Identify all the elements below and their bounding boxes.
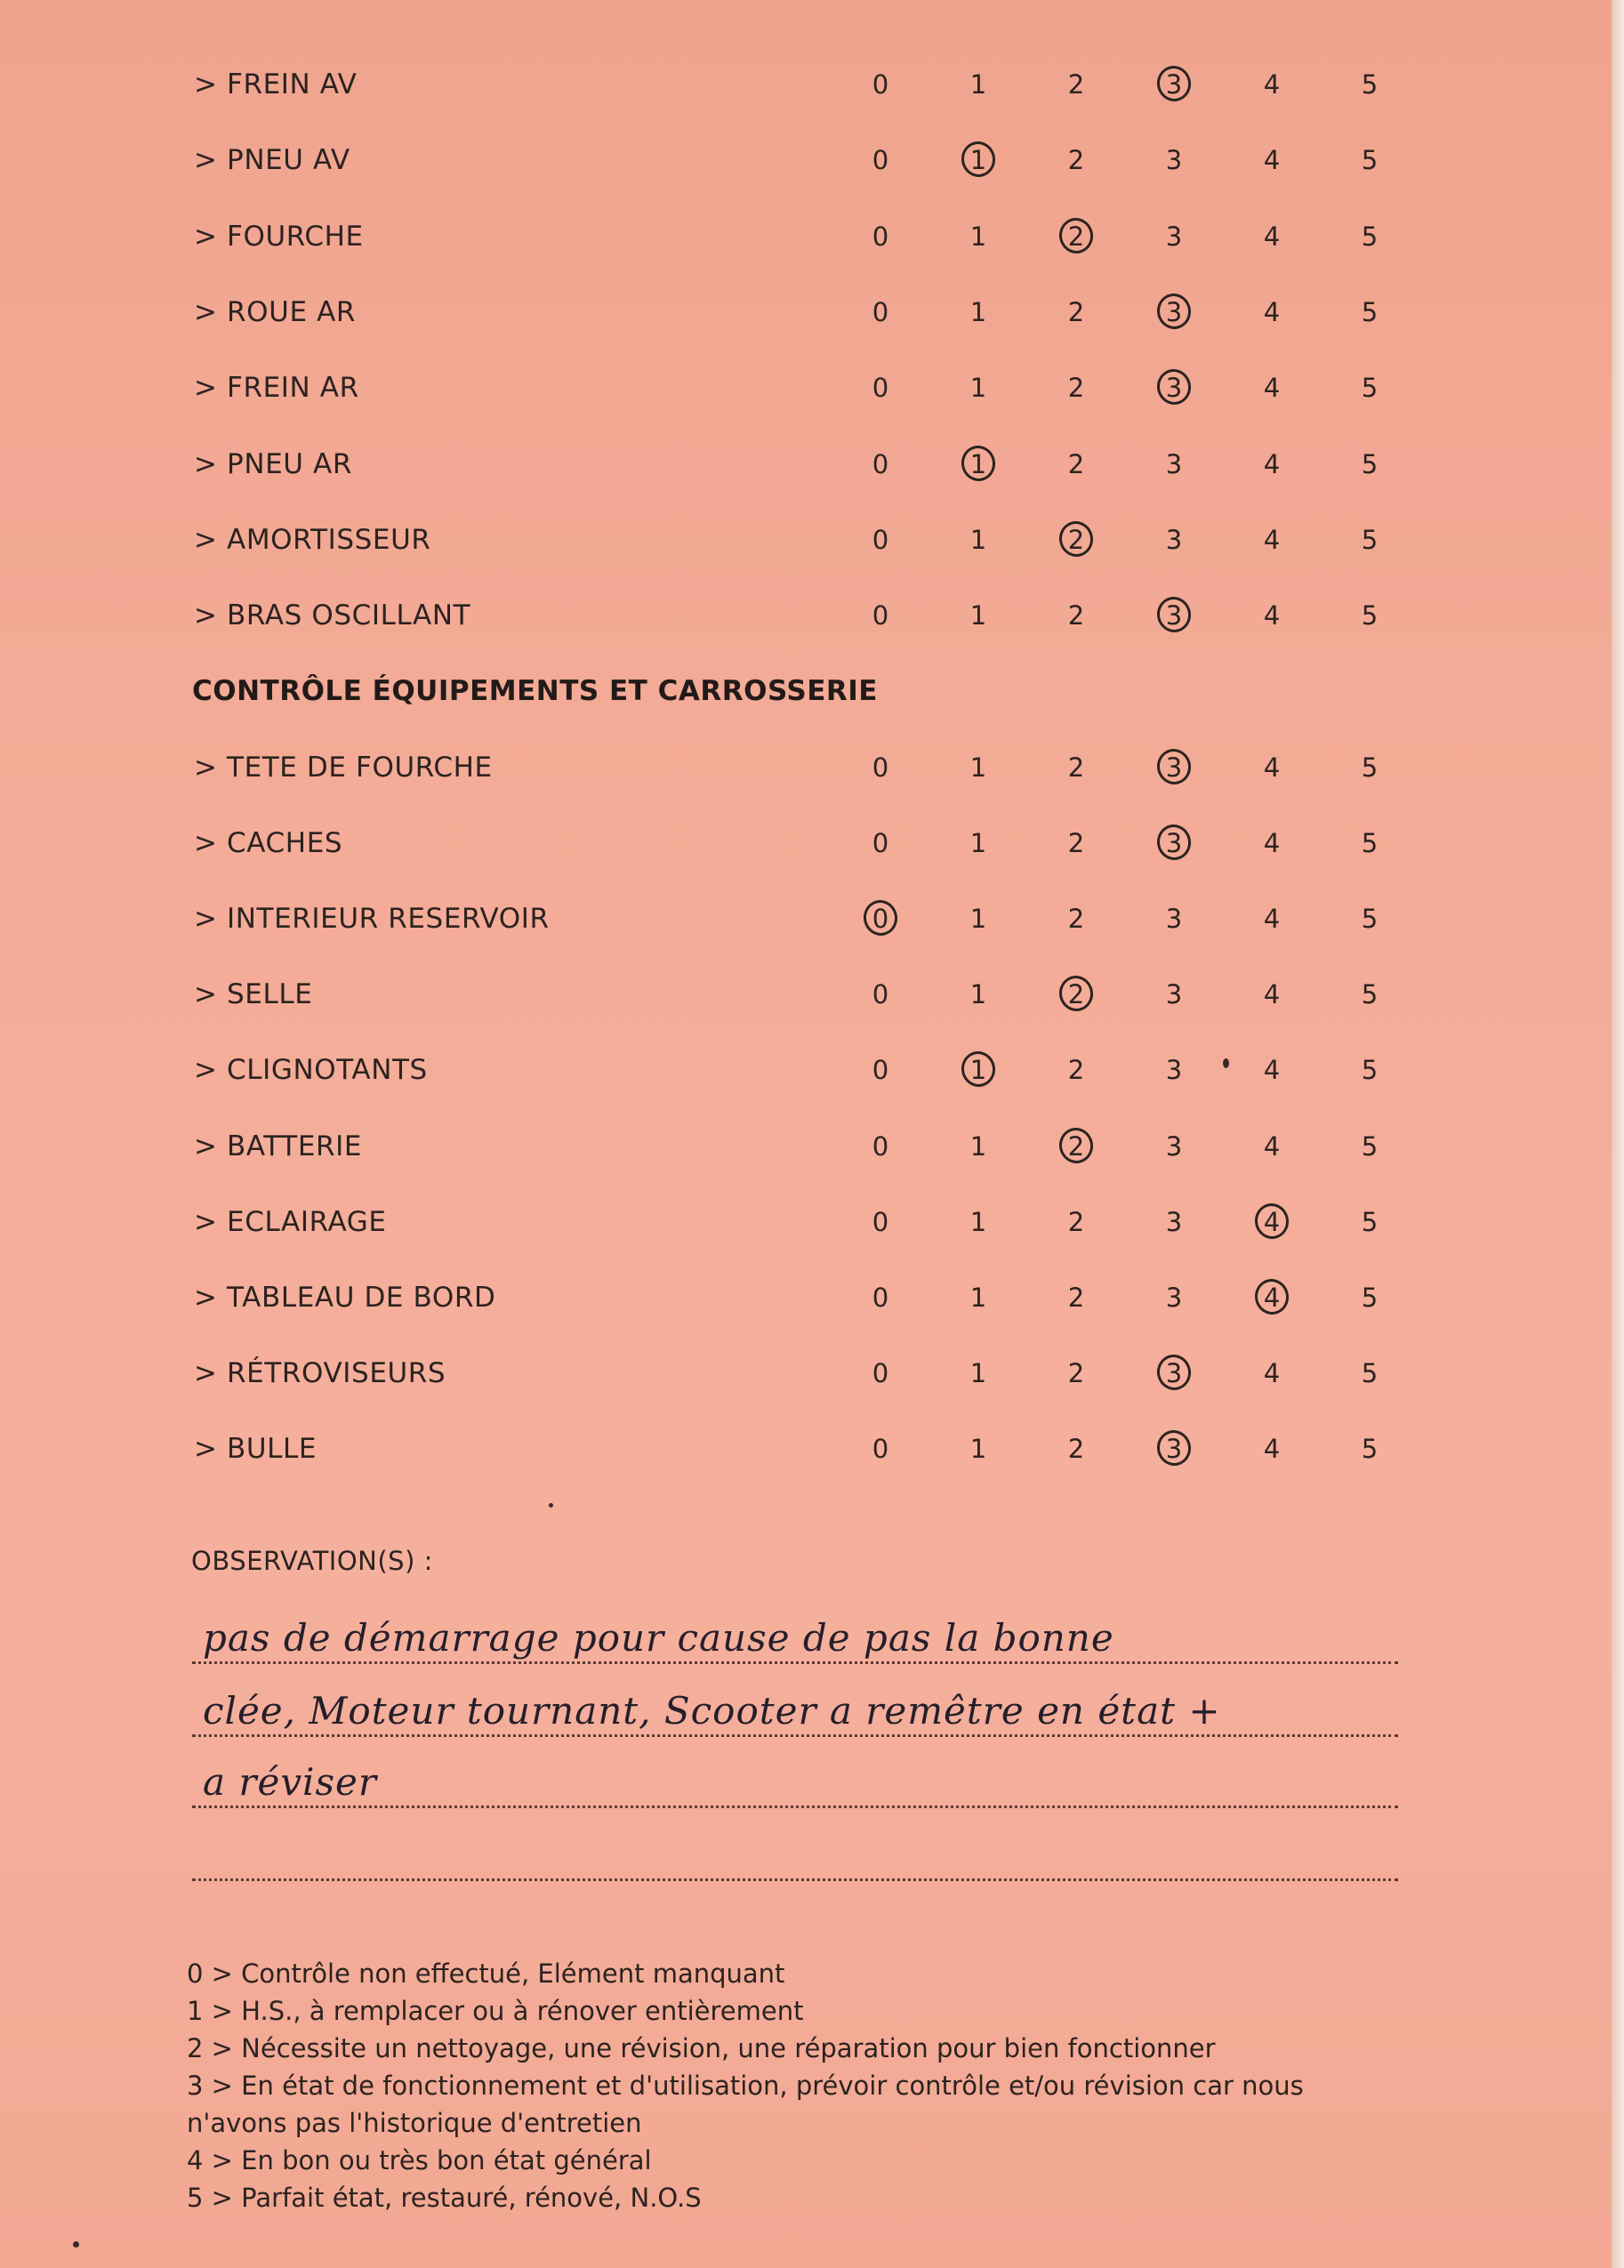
handwritten-observation: pas de démarrage pour cause de pas la bonne [203,1616,1114,1660]
legend-item: 2 > Nécessite un nettoyage, une révision, une réparation pour bien fonctionner [187,2033,1216,2063]
rating-option: 0 [872,600,889,631]
rating-option: 1 [969,524,987,555]
rating-option: 4 [1263,904,1281,935]
rating-option: 0 [872,145,889,176]
row-label: > ROUE AR [194,295,357,328]
rating-row [0,366,1612,410]
selected-rating: 4 [1245,1200,1298,1244]
rating-option: 4 [1263,1433,1281,1464]
rating-row [0,821,1612,865]
row-label: > BULLE [194,1432,318,1465]
rating-option: 0 [872,1282,889,1313]
rating-option: 5 [1361,1357,1379,1388]
rating-option: 4 [1263,524,1281,555]
rating-option: 1 [969,979,987,1010]
rating-option: 3 [1165,448,1183,479]
rating-option: 0 [872,69,889,100]
row-label: > INTERIEUR RESERVOIR [194,903,550,936]
rating-option: 0 [872,1055,889,1086]
selected-rating: 2 [1049,214,1103,259]
rating-option: 5 [1361,752,1379,783]
rating-row [0,290,1612,334]
selected-rating: 1 [952,138,1005,182]
rating-option: 1 [969,600,987,631]
rating-option: 5 [1361,828,1379,859]
row-label: > TETE DE FOURCHE [194,752,493,784]
rating-option: 0 [872,1357,889,1388]
rating-option: 4 [1263,221,1281,252]
rating-option: 5 [1361,904,1379,935]
row-label: > BRAS OSCILLANT [194,599,471,632]
row-label: > AMORTISSEUR [194,523,431,556]
rating-option: 3 [1165,1282,1183,1313]
row-label: > RÉTROVISEURS [194,1356,446,1389]
rating-option: 3 [1165,979,1183,1010]
rating-option: 4 [1263,448,1281,479]
rating-option: 0 [872,296,889,327]
rating-option: 4 [1263,600,1281,631]
rating-row [0,62,1612,107]
row-label: > PNEU AV [194,144,350,177]
rating-option: 1 [969,69,987,100]
rating-option: 2 [1067,904,1085,935]
rating-option: 5 [1361,1130,1379,1162]
selected-rating: 2 [1049,518,1103,562]
rating-option: 0 [872,1433,889,1464]
observation-line [192,1752,1398,1808]
rating-option: 5 [1361,1055,1379,1086]
rating-option: 4 [1263,1357,1281,1388]
rating-option: 5 [1361,145,1379,176]
rating-option: 1 [969,1282,987,1313]
rating-option: 2 [1067,600,1085,631]
row-label: > TABLEAU DE BORD [194,1281,496,1314]
ink-dot [549,1503,553,1508]
row-label: > CLIGNOTANTS [194,1054,428,1087]
rating-option: 5 [1361,448,1379,479]
rating-option: 4 [1263,69,1281,100]
rating-option: 1 [969,752,987,783]
rating-option: 1 [969,373,987,404]
rating-option: 2 [1067,1282,1085,1313]
selected-rating: 3 [1147,745,1201,790]
rating-option: 2 [1067,828,1085,859]
rating-option: 1 [969,221,987,252]
observation-line [192,1681,1398,1737]
handwritten-observation: clée, Moteur tournant, Scooter a remêtre en état + [203,1689,1221,1733]
rating-option: 3 [1165,145,1183,176]
selected-rating: 1 [952,442,1005,487]
selected-rating: 4 [1245,1275,1298,1320]
rating-option: 1 [969,828,987,859]
rating-option: 2 [1067,1206,1085,1237]
rating-option: 2 [1067,296,1085,327]
rating-option: 2 [1067,145,1085,176]
rating-option: 2 [1067,1433,1085,1464]
rating-row [0,1275,1612,1320]
rating-option: 3 [1165,524,1183,555]
selected-rating: 1 [952,1048,1005,1092]
legend-item: n'avons pas l'historique d'entretien [187,2108,642,2138]
rating-row [0,972,1612,1017]
selected-rating: 2 [1049,972,1103,1017]
rating-option: 1 [969,296,987,327]
rating-option: 4 [1263,752,1281,783]
rating-option: 2 [1067,1055,1085,1086]
selected-rating: 3 [1147,290,1201,334]
rating-option: 3 [1165,1130,1183,1162]
rating-row [0,1124,1612,1169]
rating-option: 3 [1165,221,1183,252]
rating-option: 0 [872,373,889,404]
rating-option: 4 [1263,373,1281,404]
rating-row [0,1427,1612,1471]
rating-option: 5 [1361,1433,1379,1464]
rating-option: 5 [1361,296,1379,327]
rating-option: 5 [1361,979,1379,1010]
row-label: > ECLAIRAGE [194,1205,387,1238]
selected-rating: 3 [1147,1351,1201,1395]
selected-rating: 2 [1049,1124,1103,1169]
rating-option: 2 [1067,1357,1085,1388]
paper-edge [1612,0,1624,2268]
rating-row [0,1351,1612,1395]
rating-option: 0 [872,752,889,783]
rating-option: 2 [1067,752,1085,783]
rating-option: 0 [872,448,889,479]
selected-rating: 3 [1147,62,1201,107]
rating-option: 1 [969,1206,987,1237]
selected-rating: 3 [1147,821,1201,865]
ink-dot [73,2241,79,2248]
handwritten-observation: a réviser [203,1760,377,1804]
selected-rating: 3 [1147,593,1201,638]
rating-option: 2 [1067,69,1085,100]
rating-option: 3 [1165,904,1183,935]
observation-line [192,1825,1398,1881]
row-label: > CACHES [194,827,343,860]
selected-rating: 3 [1147,366,1201,410]
rating-row [0,1048,1612,1092]
rating-option: 0 [872,979,889,1010]
selected-rating: 3 [1147,1427,1201,1471]
rating-option: 4 [1263,979,1281,1010]
rating-row [0,897,1612,941]
rating-option: 1 [969,1130,987,1162]
rating-option: 5 [1361,69,1379,100]
rating-option: 4 [1263,1055,1281,1086]
rating-option: 5 [1361,600,1379,631]
rating-row [0,138,1612,182]
ink-dot [1223,1058,1229,1068]
rating-option: 2 [1067,373,1085,404]
rating-option: 5 [1361,1282,1379,1313]
rating-option: 4 [1263,296,1281,327]
rating-option: 0 [872,1130,889,1162]
rating-option: 0 [872,828,889,859]
rating-row [0,442,1612,487]
rating-option: 5 [1361,373,1379,404]
rating-row [0,518,1612,562]
row-label: > FOURCHE [194,220,364,253]
rating-option: 5 [1361,524,1379,555]
rating-row [0,593,1612,638]
row-label: > SELLE [194,978,313,1011]
row-label: > FREIN AR [194,372,359,405]
rating-option: 5 [1361,1206,1379,1237]
rating-row [0,1200,1612,1244]
rating-option: 0 [872,524,889,555]
legend-item: 5 > Parfait état, restauré, rénové, N.O.S [187,2183,702,2213]
rating-option: 4 [1263,145,1281,176]
rating-option: 3 [1165,1055,1183,1086]
rating-option: 1 [969,1357,987,1388]
row-label: > FREIN AV [194,68,358,101]
legend-item: 3 > En état de fonctionnement et d'utilisation, prévoir contrôle et/ou révision car nous [187,2071,1304,2101]
legend-item: 4 > En bon ou très bon état général [187,2145,652,2176]
rating-option: 2 [1067,448,1085,479]
legend-item: 1 > H.S., à remplacer ou à rénover entièrement [187,1996,804,2026]
rating-option: 0 [872,1206,889,1237]
rating-legend [187,1955,1450,2216]
rating-option: 0 [872,221,889,252]
rating-row [0,745,1612,790]
rating-row [0,214,1612,259]
rating-option: 1 [969,1433,987,1464]
observations-label: OBSERVATION(S) : [191,1546,433,1576]
observation-line [192,1608,1398,1664]
section-title: CONTRÔLE ÉQUIPEMENTS ET CARROSSERIE [192,675,878,707]
rating-option: 4 [1263,828,1281,859]
rating-option: 3 [1165,1206,1183,1237]
row-label: > PNEU AR [194,447,352,480]
rating-option: 1 [969,904,987,935]
rating-option: 4 [1263,1130,1281,1162]
rating-option: 5 [1361,221,1379,252]
row-label: > BATTERIE [194,1130,363,1162]
selected-rating: 0 [854,897,907,941]
legend-item: 0 > Contrôle non effectué, Elément manquant [187,1958,785,1989]
